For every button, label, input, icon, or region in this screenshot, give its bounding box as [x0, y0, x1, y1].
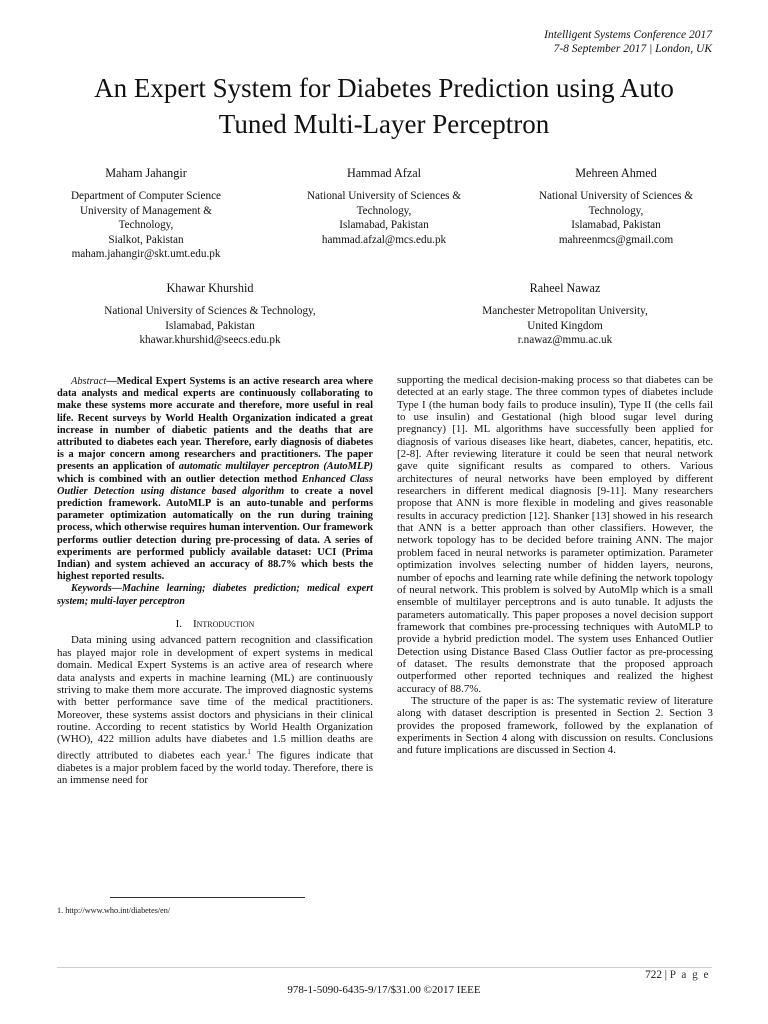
section-number: I.: [175, 618, 182, 631]
author-email: maham.jahangir@skt.umt.edu.pk: [71, 248, 221, 261]
author-location: Islamabad, Pakistan: [571, 219, 661, 232]
abstract-emphasis: automatic multilayer perceptron (AutoMLP): [178, 461, 373, 473]
title-line-1: An Expert System for Diabetes Prediction using Auto: [94, 73, 674, 103]
footnote: 1. http://www.who.int/diabetes/en/: [57, 906, 171, 915]
intro-text-end: The figures indicate that diabetes is a major problem faced by the world today. Therefore, there is an immense need for: [57, 749, 374, 786]
author-affiliation: Technology,: [356, 204, 412, 217]
right-column: [397, 374, 713, 757]
author-location: Islamabad, Pakistan: [165, 319, 255, 332]
author-block-3: [510, 166, 722, 247]
conference-dates: 7-8 September 2017 | London, UK: [553, 43, 712, 55]
body-paragraph: supporting the medical decision-making process so that diabetes can be detected at an early stage. The three common types of diabetes include Type I (the human body fails to produce insulin), Type II (the cells fail to use insulin) and Gestational (high blood sugar level during pregnancy) [1]. ML algorithms have successfully been applied for diagnosis of various diseases like heart, diabetes, cancer, hepatitis, etc. [2-8]. After reviewing literature it could be seen that neural network gave quite significant results as compared to others. Various architectures of neural networks have been employed by different researchers in different medical diagnosis [9-11]. Many researchers propose that ANN is more flexible in modeling and gives reasonable results in accuracy prediction [12]. Shanker [13] showed in his research that ANN is a better approach than other classifiers. However, the network topology has to be decided before training ANN. The major problem faced in neural networks is parameter optimization. Parameter optimization involves selecting number of hidden layers, neurons, number of epochs and learning rate while defining the network topology of neural network. This problem is solved by AutoMlp which is a small ensemble of multilayer perceptrons and is auto tunable. It adjusts the parameters automatically. This paper proposes a novel decision support framework that combines pre-processing techniques with AutoMLP to provide a hybrid prediction model. The system uses Enhanced Outlier Detection using Distance Based Class Outlier factor as pre-processing of dataset. The results demonstrate that the proposed approach outperformed other reported techniques and realized the highest accuracy of 88.7%.: [397, 374, 713, 695]
author-email: mahreenmcs@gmail.com: [558, 233, 674, 246]
abstract-text: to create a novel prediction framework. AutoMLP is an auto-tunable and performs parameter optimization automatically on the run during training process, which otherwise requires human intervention. Our framework performs outlier detection during pre-processing of data. A series of experiments are performed publicly available dataset: UCI (Prima Indian) and system achieved an accuracy of 88.7% which bests the highest reported results.: [57, 485, 373, 583]
author-name: Khawar Khurshid: [166, 281, 254, 295]
page-number: [645, 969, 710, 981]
author-block-2: [278, 166, 490, 247]
author-location: Islamabad, Pakistan: [339, 219, 429, 232]
abstract: [57, 376, 373, 583]
conference-name: Intelligent Systems Conference 2017: [544, 29, 712, 41]
abstract-label: Abstract: [71, 376, 107, 387]
section-title: Introduction: [192, 618, 255, 631]
conference-header: [544, 28, 712, 56]
abstract-text: which is combined with an outlier detection method: [57, 473, 302, 485]
body-paragraph-structure: The structure of the paper is as: The systematic review of literature along with dataset description is presented in Section 2. Section 3 provides the proposed framework, followed by the explanation of experiments in Section 4 along with discussion on results. Conclusions and future implications are discussed in Section 4.: [397, 694, 713, 757]
footnote-marker: 1: [247, 747, 251, 756]
author-affiliation: Department of Computer Science: [70, 190, 222, 203]
isbn-footer: 978-1-5090-6435-9/17/$31.00 ©2017 IEEE: [287, 984, 481, 996]
author-name: Mehreen Ahmed: [575, 166, 657, 180]
author-name: Hammad Afzal: [346, 166, 422, 180]
intro-paragraph: [57, 634, 373, 786]
footer-divider: [57, 967, 712, 968]
author-email: r.nawaz@mmu.ac.uk: [517, 334, 613, 347]
author-block-1: [40, 166, 252, 261]
author-affiliation: University of Management &: [79, 204, 213, 217]
author-affiliation: Technology,: [588, 204, 644, 217]
author-affiliation: Technology,: [118, 219, 174, 232]
author-affiliation: Manchester Metropolitan University,: [482, 305, 648, 318]
author-affiliation: National University of Sciences &: [306, 190, 462, 203]
author-email: khawar.khurshid@seecs.edu.pk: [139, 334, 281, 347]
keywords: Keywords—Machine learning; diabetes prediction; medical expert system; multi-layer perceptron: [57, 583, 373, 607]
page-label: P a g e: [669, 969, 710, 981]
author-block-5: [415, 281, 715, 348]
abstract-emphasis: Enhanced Class Outlier Detection using distance based algorithm: [57, 473, 373, 497]
page-number-value: 722: [645, 969, 662, 981]
intro-text: Data mining using advanced pattern recognition and classification has played major role in development of expert systems in medical domain. Medical Expert Systems is an active area of research where data analysts and experts in machine learning (ML) are continuously striving to make them more accurate. The improved diagnostic systems with better performance save time of the medical practitioners. Moreover, these systems assist doctors and physicians in their clinical routine. According to recent statistics by World Health Organization (WHO), 422 million adults have diabetes and 1.5 million deaths are directly attributed to diabetes each year.: [57, 634, 373, 762]
page-number-separator: |: [661, 969, 670, 981]
author-location: United Kingdom: [527, 319, 603, 332]
abstract-text: Medical Expert Systems is an active research area where data analysts and medical experts are continuously collaborating to make these systems more accurate and therefore, more useful in real life. Recent surveys by World Health Organization indicated a great increase in number of diabetic patients and the deaths that are attributed to diabetes each year. Therefore, early diagnosis of diabetes is a major concern among researchers and practitioners. The paper presents an application of: [57, 376, 373, 473]
paper-title: [40, 70, 728, 142]
author-affiliation: National University of Sciences & Technology,: [104, 305, 316, 318]
author-name: Raheel Nawaz: [529, 281, 601, 295]
author-affiliation: National University of Sciences &: [538, 190, 694, 203]
author-block-4: [60, 281, 360, 348]
author-name: Maham Jahangir: [105, 166, 187, 180]
left-column: [57, 376, 373, 786]
author-location: Sialkot, Pakistan: [108, 233, 184, 246]
section-heading: [57, 618, 373, 630]
title-line-2: Tuned Multi-Layer Perceptron: [218, 109, 550, 139]
footnote-divider: [110, 897, 305, 898]
abstract-dash: —: [106, 376, 117, 387]
author-email: hammad.afzal@mcs.edu.pk: [321, 233, 447, 246]
